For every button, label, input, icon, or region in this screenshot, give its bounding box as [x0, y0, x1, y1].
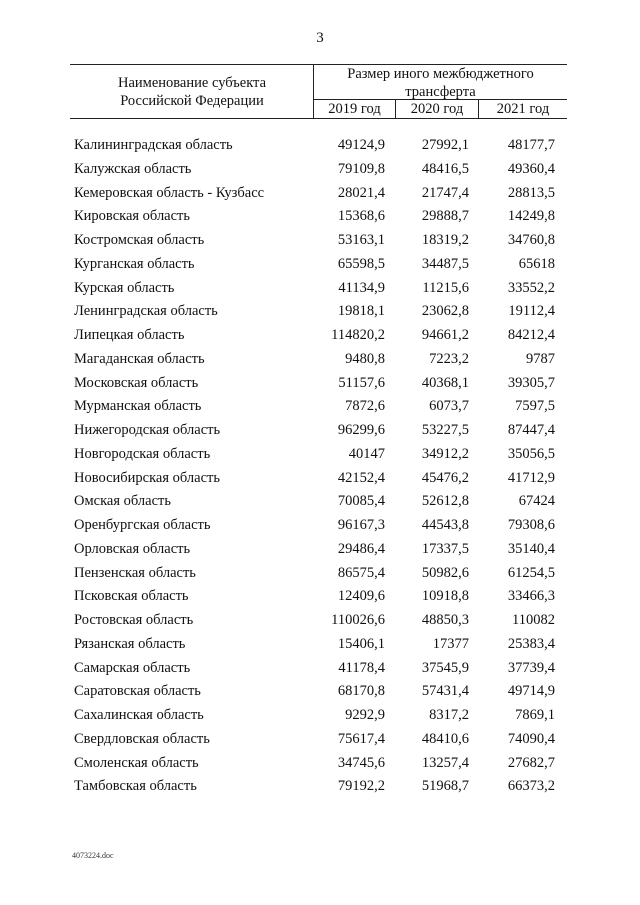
table-row-region: Новосибирская область [74, 470, 220, 486]
table-cell-2019: 114820,2 [331, 327, 385, 343]
table-cell-2020: 53227,5 [421, 422, 469, 438]
table-cell-2020: 17377 [432, 636, 469, 652]
table-row-region: Костромская область [74, 232, 205, 248]
region-header-line-1: Наименование субъекта [117, 75, 267, 91]
table-row-region: Калининградская область [74, 137, 233, 153]
table-cell-2019: 9480,8 [345, 351, 385, 367]
table-cell-2021: 41712,9 [507, 470, 555, 486]
table-cell-2021: 37739,4 [507, 660, 555, 676]
transfer-column-header [314, 65, 567, 101]
table-row-region: Московская область [74, 375, 199, 391]
table-row-region: Курганская область [74, 256, 195, 272]
table-cell-2020: 18319,2 [421, 232, 469, 248]
table-row-region: Пензенская область [74, 565, 196, 581]
table-cell-2019: 28021,4 [337, 185, 385, 201]
table-cell-2019: 12409,6 [337, 588, 385, 604]
table-cell-2020: 6073,7 [429, 398, 469, 414]
table-cell-2020: 13257,4 [421, 755, 469, 771]
table-cell-2021: 79308,6 [507, 517, 555, 533]
table-cell-2020: 48410,6 [421, 731, 469, 747]
table-row-region: Псковская область [74, 588, 189, 604]
table-cell-2019: 15406,1 [337, 636, 385, 652]
table-cell-2020: 94661,2 [421, 327, 469, 343]
table-cell-2020: 11215,6 [422, 280, 469, 296]
table-row-region: Смоленская область [74, 755, 199, 771]
table-cell-2020: 27992,1 [421, 137, 469, 153]
table-row-region: Ленинградская область [74, 303, 218, 319]
table-cell-2021: 35056,5 [507, 446, 555, 462]
table-cell-2019: 19818,1 [337, 303, 385, 319]
transfer-header-line-1: Размер иного межбюджетного [347, 66, 534, 82]
table-row-region: Орловская область [74, 541, 191, 557]
table-cell-2019: 41134,9 [338, 280, 385, 296]
table-cell-2021: 33552,2 [507, 280, 555, 296]
table-row-region: Нижегородская область [74, 422, 221, 438]
table-cell-2019: 79192,2 [337, 778, 385, 794]
table-cell-2019: 86575,4 [337, 565, 385, 581]
table-cell-2020: 23062,8 [421, 303, 469, 319]
table-cell-2021: 39305,7 [507, 375, 555, 391]
table-row-region: Сахалинская область [74, 707, 204, 723]
table-row-region: Самарская область [74, 660, 191, 676]
table-cell-2020: 44543,8 [421, 517, 469, 533]
table-cell-2021: 7597,5 [515, 398, 555, 414]
table-cell-2020: 45476,2 [421, 470, 469, 486]
table-cell-2021: 49360,4 [507, 161, 555, 177]
table-cell-2021: 110082 [512, 612, 555, 628]
table-cell-2020: 17337,5 [421, 541, 469, 557]
table-cell-2020: 21747,4 [421, 185, 469, 201]
table-cell-2020: 37545,9 [421, 660, 469, 676]
table-cell-2021: 14249,8 [507, 208, 555, 224]
year-header-2019: 2019 год [328, 101, 381, 117]
table-cell-2021: 66373,2 [507, 778, 555, 794]
table-cell-2020: 7223,2 [429, 351, 469, 367]
table-cell-2020: 8317,2 [429, 707, 469, 723]
table-cell-2020: 48416,5 [421, 161, 469, 177]
table-cell-2021: 65618 [518, 256, 555, 272]
table-cell-2021: 27682,7 [507, 755, 555, 771]
table-cell-2021: 61254,5 [507, 565, 555, 581]
table-row-region: Свердловская область [74, 731, 210, 747]
table-cell-2019: 53163,1 [337, 232, 385, 248]
table-cell-2021: 28813,5 [507, 185, 555, 201]
table-cell-2019: 29486,4 [337, 541, 385, 557]
table-cell-2019: 9292,9 [345, 707, 385, 723]
table-cell-2021: 49714,9 [507, 683, 555, 699]
table-cell-2021: 35140,4 [507, 541, 555, 557]
table-cell-2019: 41178,4 [338, 660, 385, 676]
table-cell-2021: 7869,1 [515, 707, 555, 723]
table-cell-2021: 9787 [526, 351, 555, 367]
table-row-region: Ростовская область [74, 612, 194, 628]
table-row-region: Рязанская область [74, 636, 186, 652]
transfer-header-line-2: трансферта [405, 84, 476, 100]
table-row-region: Кировская область [74, 208, 191, 224]
region-column-header [72, 74, 312, 110]
table-cell-2021: 25383,4 [507, 636, 555, 652]
table-cell-2019: 110026,6 [331, 612, 385, 628]
table-row-region: Кемеровская область - Кузбасс [74, 185, 265, 201]
table-cell-2020: 57431,4 [421, 683, 469, 699]
table-cell-2020: 10918,8 [421, 588, 469, 604]
table-cell-2020: 40368,1 [421, 375, 469, 391]
table-cell-2020: 34487,5 [421, 256, 469, 272]
table-cell-2020: 48850,3 [421, 612, 469, 628]
table-cell-2019: 70085,4 [337, 493, 385, 509]
table-cell-2019: 15368,6 [337, 208, 385, 224]
table-row-region: Липецкая область [74, 327, 185, 343]
table-cell-2021: 34760,8 [507, 232, 555, 248]
table-cell-2019: 75617,4 [337, 731, 385, 747]
table-cell-2021: 87447,4 [507, 422, 555, 438]
year-header-2020: 2020 год [410, 101, 464, 117]
table-cell-2019: 65598,5 [337, 256, 385, 272]
document-footer: 4073224.doc [72, 851, 114, 860]
header-bottom-rule [70, 118, 567, 119]
year-header-2021: 2021 год [496, 101, 550, 117]
table-row-region: Тамбовская область [74, 778, 197, 794]
table-cell-2021: 48177,7 [507, 137, 555, 153]
table-row-region: Саратовская область [74, 683, 201, 699]
table-cell-2021: 19112,4 [508, 303, 555, 319]
table-cell-2020: 29888,7 [421, 208, 469, 224]
table-cell-2019: 34745,6 [337, 755, 385, 771]
table-row-region: Омская область [74, 493, 171, 509]
table-cell-2021: 33466,3 [507, 588, 555, 604]
table-cell-2020: 50982,6 [421, 565, 469, 581]
table-cell-2021: 74090,4 [507, 731, 555, 747]
table-cell-2019: 49124,9 [337, 137, 385, 153]
table-cell-2019: 96167,3 [337, 517, 385, 533]
region-header-line-2: Российской Федерации [120, 93, 264, 109]
table-row-region: Новгородская область [74, 446, 211, 462]
table-cell-2020: 51968,7 [421, 778, 469, 794]
table-cell-2019: 68170,8 [337, 683, 385, 699]
table-row-region: Оренбургская область [74, 517, 211, 533]
table-cell-2019: 96299,6 [337, 422, 385, 438]
table-cell-2020: 34912,2 [421, 446, 469, 462]
table-cell-2021: 67424 [518, 493, 555, 509]
table-row-region: Магаданская область [74, 351, 205, 367]
table-row-region: Курская область [74, 280, 175, 296]
table-cell-2019: 79109,8 [337, 161, 385, 177]
table-cell-2019: 51157,6 [338, 375, 385, 391]
page-number: 3 [316, 30, 324, 46]
table-row-region: Мурманская область [74, 398, 202, 414]
table-cell-2019: 42152,4 [337, 470, 385, 486]
table-cell-2019: 40147 [348, 446, 385, 462]
table-cell-2020: 52612,8 [421, 493, 469, 509]
table-cell-2019: 7872,6 [345, 398, 385, 414]
table-cell-2021: 84212,4 [507, 327, 555, 343]
table-row-region: Калужская область [74, 161, 192, 177]
